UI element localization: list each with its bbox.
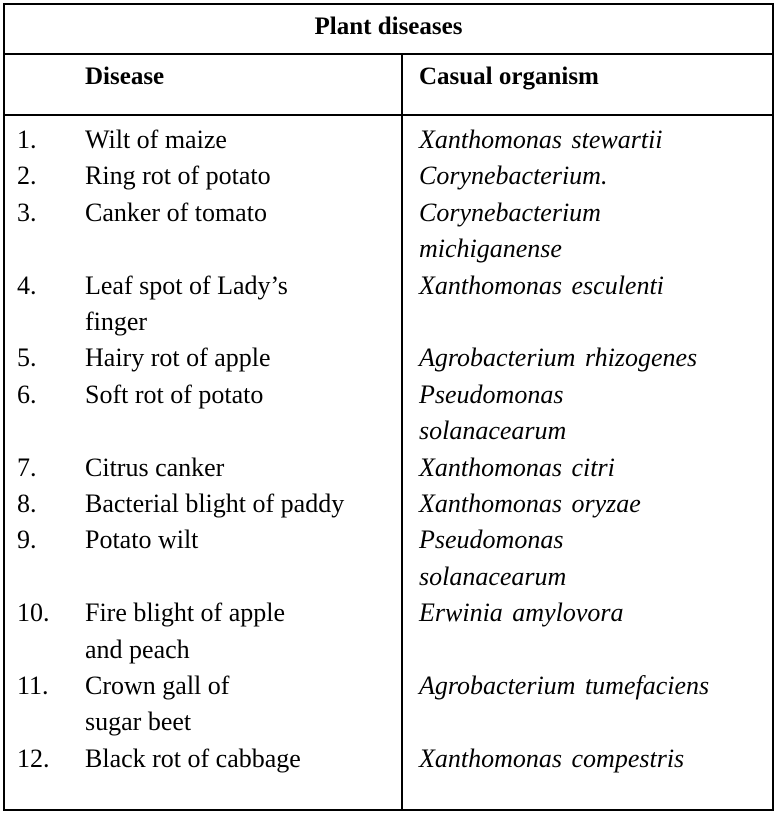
causal-organism: Agrobacterium rhizogenes xyxy=(419,343,698,373)
table-row xyxy=(5,450,772,486)
disease-name: Wilt of maize xyxy=(85,125,227,154)
table-row xyxy=(5,158,772,194)
table-row xyxy=(5,340,772,376)
disease-name: Citrus canker xyxy=(85,452,225,482)
row-number: 4. xyxy=(17,270,37,300)
row-number: 8. xyxy=(17,489,37,519)
row-number: 12. xyxy=(17,743,50,773)
disease-name: Leaf spot of Lady’s finger xyxy=(85,270,288,337)
table-row xyxy=(5,122,772,158)
disease-name: Bacterial blight of paddy xyxy=(85,489,345,519)
table-row xyxy=(5,377,772,450)
disease-name: Canker of tomato xyxy=(85,197,267,227)
causal-organism: Erwinia amylovora xyxy=(419,598,624,628)
row-number: 10. xyxy=(17,598,50,628)
row-number: 2. xyxy=(17,161,37,191)
row-number: 5. xyxy=(17,343,37,373)
causal-organism: Corynebacterium michiganense xyxy=(419,197,601,264)
causal-organism: Pseudomonas solanacearum xyxy=(419,379,567,446)
header-disease: Disease xyxy=(85,63,165,90)
table-title: Plant diseases xyxy=(5,5,772,55)
header-row xyxy=(5,55,772,116)
table-row xyxy=(5,522,772,595)
table-row xyxy=(5,741,772,777)
table-row xyxy=(5,668,772,741)
table-row xyxy=(5,268,772,341)
causal-organism: Corynebacterium. xyxy=(419,161,608,191)
disease-name: Soft rot of potato xyxy=(85,379,264,409)
row-number: 11. xyxy=(17,671,49,701)
causal-organism: Xanthomonas stewartii xyxy=(419,125,663,154)
disease-name: Crown gall of sugar beet xyxy=(85,671,230,737)
causal-organism: Pseudomonas solanacearum xyxy=(419,525,567,591)
header-organism: Casual organism xyxy=(419,63,599,90)
causal-organism: Agrobacterium tumefaciens xyxy=(419,671,710,701)
table-row xyxy=(5,486,772,522)
disease-name: Potato wilt xyxy=(85,525,199,555)
row-number: 6. xyxy=(17,379,37,409)
disease-name: Hairy rot of apple xyxy=(85,343,271,373)
causal-organism: Xanthomonas oryzae xyxy=(419,489,641,519)
disease-name: Ring rot of potato xyxy=(85,161,271,191)
disease-name: Fire blight of apple and peach xyxy=(85,598,286,664)
plant-diseases-table xyxy=(3,3,774,811)
table-row xyxy=(5,195,772,268)
causal-organism: Xanthomonas compestris xyxy=(419,743,685,773)
disease-name: Black rot of cabbage xyxy=(85,743,301,773)
causal-organism: Xanthomonas esculenti xyxy=(419,270,664,300)
row-number: 3. xyxy=(17,197,37,227)
causal-organism: Xanthomonas citri xyxy=(419,452,615,482)
table-body xyxy=(5,122,772,777)
row-number: 1. xyxy=(17,125,37,154)
table-row xyxy=(5,595,772,668)
row-number: 9. xyxy=(17,525,37,555)
row-number: 7. xyxy=(17,452,37,482)
